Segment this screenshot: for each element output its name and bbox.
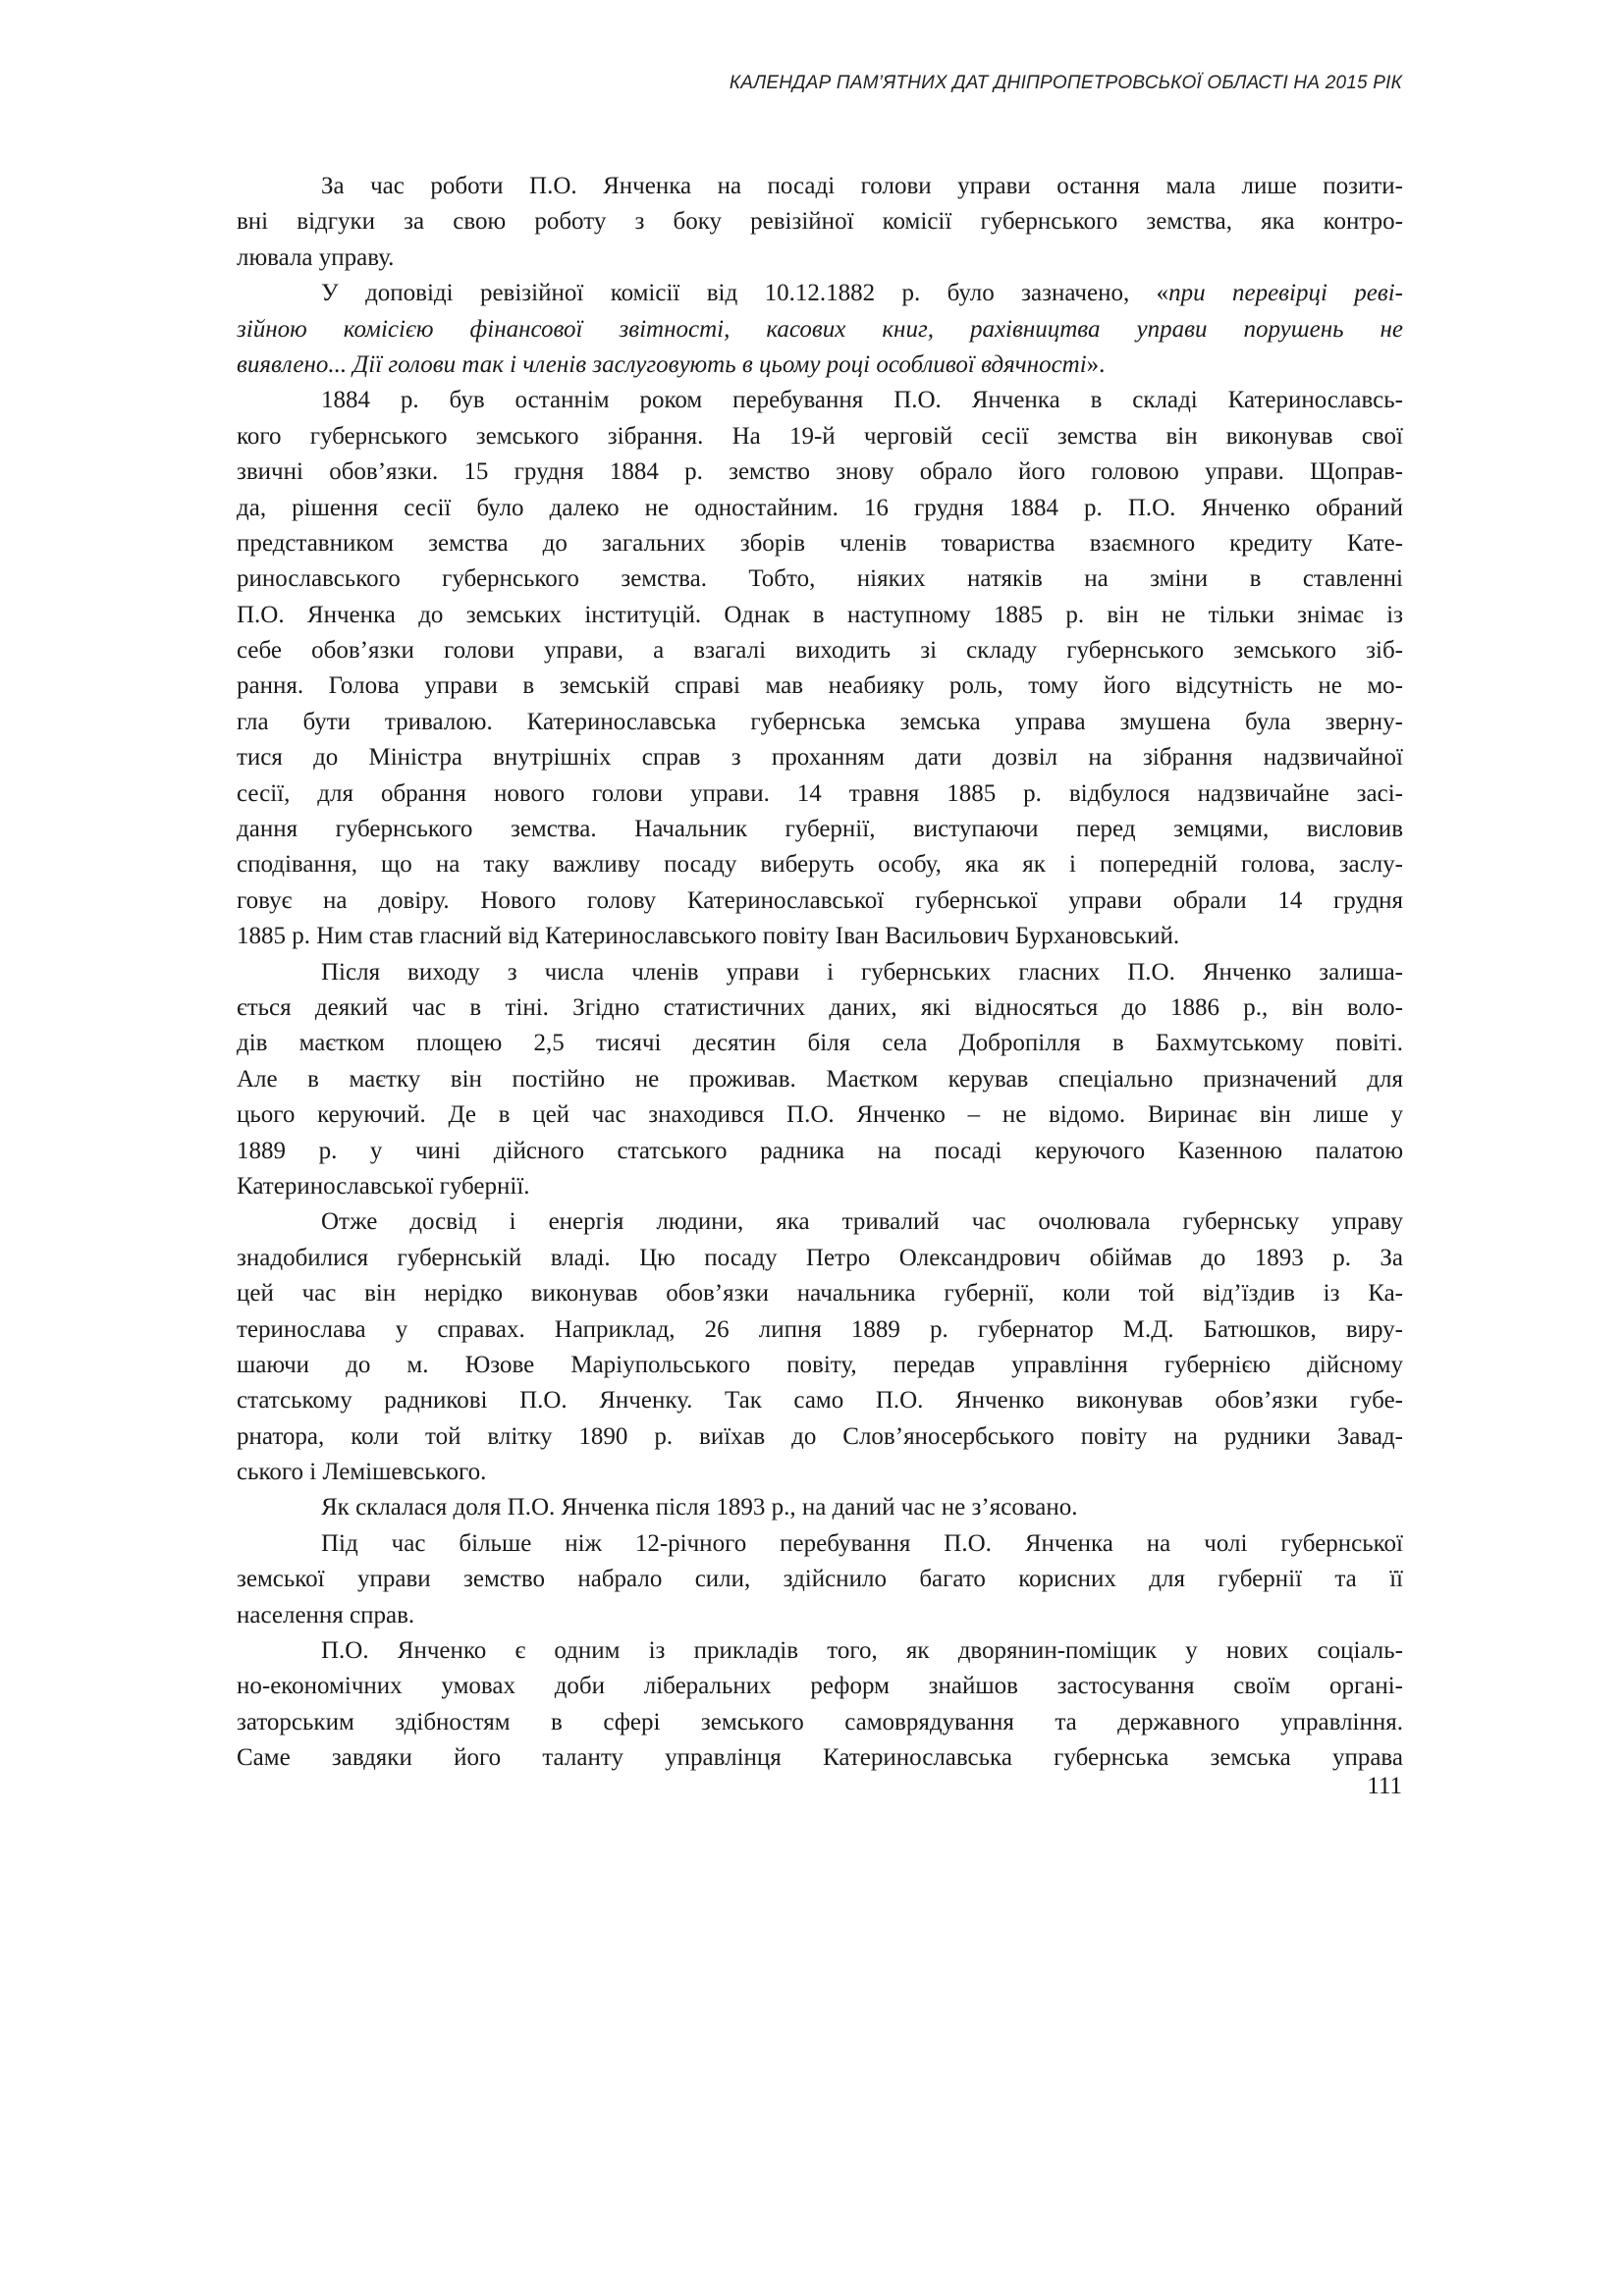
text-line <box>237 1419 1403 1455</box>
quote-text: при перевірці реві- <box>1168 280 1403 307</box>
text-line <box>237 1383 1403 1418</box>
text-line <box>237 1455 1403 1490</box>
text-line <box>237 1526 1403 1562</box>
text-line <box>237 776 1403 812</box>
text-run: У доповіді ревізійної комісії від 10.12.1882 р. було зазначено, « <box>321 280 1169 307</box>
text-run: Як склалася доля П.О. Янченка після 1893 р., на даний час не з’ясовано. <box>321 1494 1078 1522</box>
text-run: звичні обов’язки. 15 грудня 1884 р. земство знову обрало його головою управи. Щоправ- <box>237 458 1403 486</box>
text-run: Але в маєтку він постійно не проживав. Маєтком керував спеціально призначений для <box>237 1065 1403 1093</box>
text-run: рання. Голова управи в земській справі мав неабияку роль, тому його відсутність не мо- <box>237 672 1403 700</box>
text-run: вні відгуки за свою роботу з боку ревізійної комісії губернського земства, яка контро- <box>237 208 1403 236</box>
text-run: лювала управу. <box>237 243 395 271</box>
text-run: П.О. Янченка до земських інституцій. Однак в наступному 1885 р. він не тільки знімає із <box>237 601 1403 628</box>
text-line <box>237 1633 1403 1669</box>
text-run: Саме завдяки його таланту управлінця Катеринославська губернська земська управа <box>237 1744 1403 1772</box>
paragraph <box>237 383 1403 954</box>
text-run: статському радникові П.О. Янченку. Так само П.О. Янченко виконував обов’язки губе- <box>237 1387 1403 1415</box>
text-run: сесії, для обрання нового голови управи. 14 травня 1885 р. відбулося надзвичайне засі- <box>237 779 1403 807</box>
quote-text: зійною комісією фінансової звітності, касових книг, рахівництва управи порушень не <box>237 315 1403 343</box>
text-run: 1889 р. у чині дійсного статського радника на посаді керуючого Казенною палатою <box>237 1137 1403 1164</box>
text-line <box>237 169 1403 204</box>
text-line <box>237 347 1403 383</box>
text-run: рнатора, коли той влітку 1890 р. виїхав до Слов’яносербського повіту на рудники Завад- <box>237 1422 1403 1450</box>
text-line <box>237 1204 1403 1240</box>
quote-text: виявлено... Дії голови так і членів заслуговують в цьому році особливої вдячності <box>237 350 1087 378</box>
text-run: Катеринославської губернії. <box>237 1172 530 1200</box>
text-run: знадобилися губернській владі. Цю посаду Петро Олександрович обіймав до 1893 р. За <box>237 1244 1403 1271</box>
text-run: ського і Лемішевського. <box>237 1459 487 1486</box>
text-line <box>237 1062 1403 1097</box>
text-line <box>237 598 1403 633</box>
text-line <box>237 705 1403 740</box>
text-run: дання губернського земства. Начальник губернії, виступаючи перед земцями, висловив <box>237 816 1403 843</box>
text-line <box>237 419 1403 454</box>
text-run: говує на довіру. Нового голову Катеринославської губернської управи обрали 14 грудня <box>237 886 1403 914</box>
text-line <box>237 204 1403 240</box>
text-run: себе обов’язки голови управи, а взагалі виходить зі складу губернського земського зіб- <box>237 637 1403 665</box>
text-run: ». <box>1086 350 1106 378</box>
text-line <box>237 812 1403 847</box>
text-run: населення справ. <box>237 1601 415 1629</box>
text-line <box>237 740 1403 775</box>
text-run: 1884 р. був останнім роком перебування П.О. Янченка в складі Катеринославсь- <box>321 387 1403 414</box>
paragraph <box>237 1490 1403 1525</box>
text-run: сподівання, що на таку важливу посаду виберуть особу, яка як і попередній голова, заслу- <box>237 851 1403 879</box>
text-run: цього керуючий. Де в цей час знаходився П.О. Янченко – не відомо. Виринає він лише у <box>237 1101 1403 1129</box>
text-run: ринославського губернського земства. Тобто, ніяких натяків на зміни в ставленні <box>237 565 1403 593</box>
text-line <box>237 847 1403 882</box>
text-run: 1885 р. Ним став гласний від Катеринославського повіту Іван Васильович Бурхановський. <box>237 923 1180 950</box>
text-line <box>237 454 1403 490</box>
text-line <box>237 1026 1403 1061</box>
text-line <box>237 526 1403 561</box>
text-line <box>237 240 1403 276</box>
text-run: Під час більше ніж 12-річного перебування П.О. Янченка на чолі губернської <box>321 1529 1403 1557</box>
text-run: теринослава у справах. Наприклад, 26 липня 1889 р. губернатор М.Д. Батюшков, виру- <box>237 1315 1403 1343</box>
text-line <box>237 1276 1403 1311</box>
text-line <box>237 1562 1403 1597</box>
text-line <box>237 276 1403 311</box>
text-line <box>237 633 1403 668</box>
text-run: но-економічних умовах доби ліберальних реформ знайшов застосування своїм органі- <box>237 1673 1403 1700</box>
text-line <box>237 561 1403 597</box>
text-run: тися до Міністра внутрішніх справ з проханням дати дозвіл на зібрання надзвичайної <box>237 744 1403 772</box>
paragraph <box>237 276 1403 383</box>
text-line <box>237 1312 1403 1348</box>
text-line <box>237 1348 1403 1383</box>
text-line <box>237 919 1403 954</box>
text-run: цей час він нерідко виконував обов’язки начальника губернії, коли той від’їздив із Ка- <box>237 1280 1403 1308</box>
paragraph <box>237 169 1403 276</box>
text-run: П.О. Янченко є одним із прикладів того, як дворянин-поміщик у нових соціаль- <box>321 1637 1403 1665</box>
text-run: да, рішення сесії було далеко не одностайним. 16 грудня 1884 р. П.О. Янченко обраний <box>237 494 1403 521</box>
text-line <box>237 1490 1403 1525</box>
text-line <box>237 1169 1403 1204</box>
text-run: Отже досвід і енергія людини, яка тривалий час очолювала губернську управу <box>321 1208 1403 1236</box>
paragraph <box>237 1526 1403 1633</box>
text-run: представником земства до загальних зборів членів товариства взаємного кредиту Кате- <box>237 529 1403 557</box>
text-line <box>237 990 1403 1026</box>
text-line <box>237 1669 1403 1704</box>
text-line <box>237 1740 1403 1776</box>
text-run: заторським здібностям в сфері земського самоврядування та державного управління. <box>237 1708 1403 1735</box>
text-run: Після виходу з числа членів управи і губернських гласних П.О. Янченко залиша- <box>321 958 1403 986</box>
text-run: шаючи до м. Юзове Маріупольського повіту, передав управління губернією дійсному <box>237 1351 1403 1378</box>
text-line <box>237 955 1403 990</box>
text-run: гла бути тривалою. Катеринославська губернська земська управа змушена була зверну- <box>237 708 1403 735</box>
text-run: За час роботи П.О. Янченка на посаді голови управи остання мала лише позити- <box>321 173 1403 199</box>
paragraph <box>237 1633 1403 1777</box>
text-line <box>237 1241 1403 1276</box>
paragraph <box>237 955 1403 1205</box>
text-run: земської управи земство набрало сили, здійснило багато корисних для губернії та її <box>237 1566 1403 1593</box>
text-line <box>237 1598 1403 1633</box>
running-header: КАЛЕНДАР ПАМ’ЯТНИХ ДАТ ДНІПРОПЕТРОВСЬКОЇ ОБЛАСТІ НА 2015 РІК <box>729 73 1402 93</box>
article-body <box>237 169 1403 1777</box>
text-line <box>237 1097 1403 1133</box>
text-line <box>237 668 1403 704</box>
paragraph <box>237 1204 1403 1490</box>
text-line <box>237 1134 1403 1169</box>
text-line <box>237 883 1403 919</box>
text-line <box>237 383 1403 418</box>
text-run: ється деякий час в тіні. Згідно статистичних даних, які відносяться до 1886 р., він воло- <box>237 993 1403 1021</box>
text-line <box>237 491 1403 526</box>
text-run: дів маєтком площею 2,5 тисячі десятин біля села Добропілля в Бахмутському повіті. <box>237 1030 1403 1057</box>
page-number: 111 <box>1367 1773 1402 1799</box>
text-line <box>237 1705 1403 1740</box>
text-line <box>237 312 1403 347</box>
text-run: кого губернського земського зібрання. На 19-й черговій сесії земства він виконував свої <box>237 422 1403 450</box>
